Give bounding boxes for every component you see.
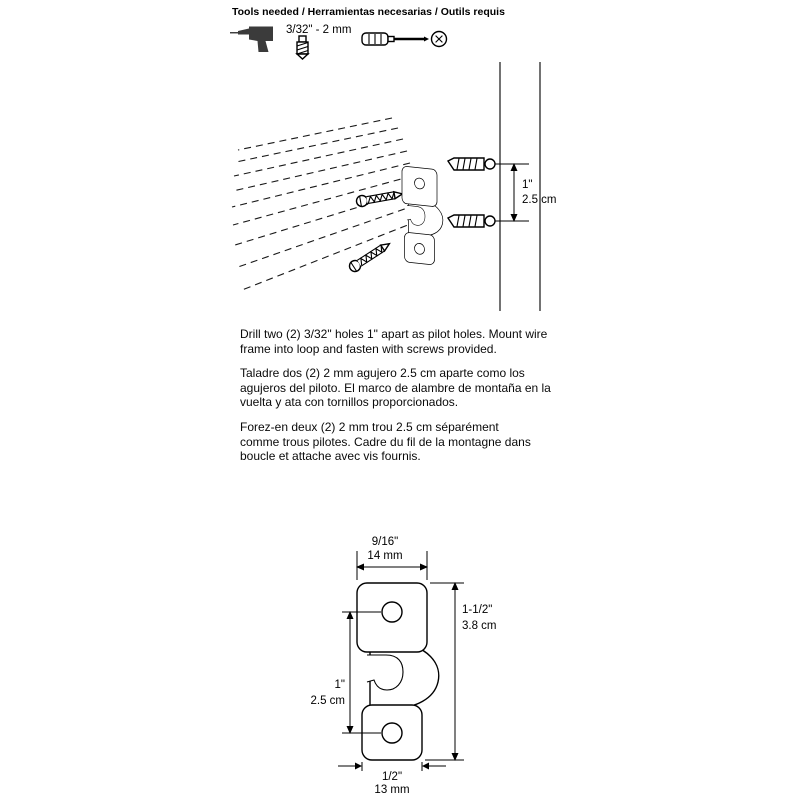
wall-spacing-label-cm: 2.5 cm — [522, 194, 557, 206]
overall-height-label-cm: 3.8 cm — [462, 620, 497, 632]
wall-hole-spacing-dimension — [495, 163, 557, 222]
screw-bottom-icon — [347, 239, 392, 274]
instructions-french: Forez-en deux (2) 2 mm trou 2.5 cm séparément comme trous pilotes. Cadre du fil de la montagne dans boucle et attache avec vis fournis. — [240, 420, 531, 464]
top-width-dimension — [356, 536, 428, 580]
screw-top-icon — [356, 188, 404, 207]
loop-bracket-perspective — [402, 166, 443, 266]
hole-spacing-label-cm: 2.5 cm — [310, 695, 345, 707]
tools-needed-title: Tools needed / Herramientas necesarias / Outils requis — [232, 6, 505, 18]
wall-spacing-label-in: 1" — [522, 179, 533, 191]
top-width-label-in: 9/16" — [371, 536, 399, 548]
bottom-width-label-in: 1/2" — [381, 771, 403, 783]
drill-bit-icon — [297, 36, 308, 59]
instructions-english: Drill two (2) 3/32" holes 1" apart as pilot holes. Mount wire frame into loop and fasten with screws provided. — [240, 327, 548, 356]
bottom-width-label-mm: 13 mm — [374, 784, 410, 796]
hole-spacing-label-in: 1" — [334, 679, 345, 691]
wall-section — [500, 62, 540, 311]
screw-head-icon — [432, 32, 447, 47]
wire-frame-dashed-lines — [232, 118, 418, 290]
wall-anchor-top-icon — [448, 158, 495, 170]
overall-height-label-in: 1-1/2" — [462, 604, 493, 616]
drill-icon — [230, 27, 273, 53]
screwdriver-icon — [362, 33, 429, 45]
drill-bit-size-label: 3/32" - 2 mm — [286, 24, 352, 36]
top-width-label-mm: 14 mm — [367, 550, 403, 562]
wall-anchor-bottom-icon — [448, 215, 495, 227]
instructions-spanish: Taladre dos (2) 2 mm agujero 2.5 cm aparte como los agujeros del piloto. El marco de alambre de montaña en la vuelta y ata con tornillos proporcionados. — [240, 366, 551, 410]
bottom-width-dimension — [338, 762, 446, 796]
